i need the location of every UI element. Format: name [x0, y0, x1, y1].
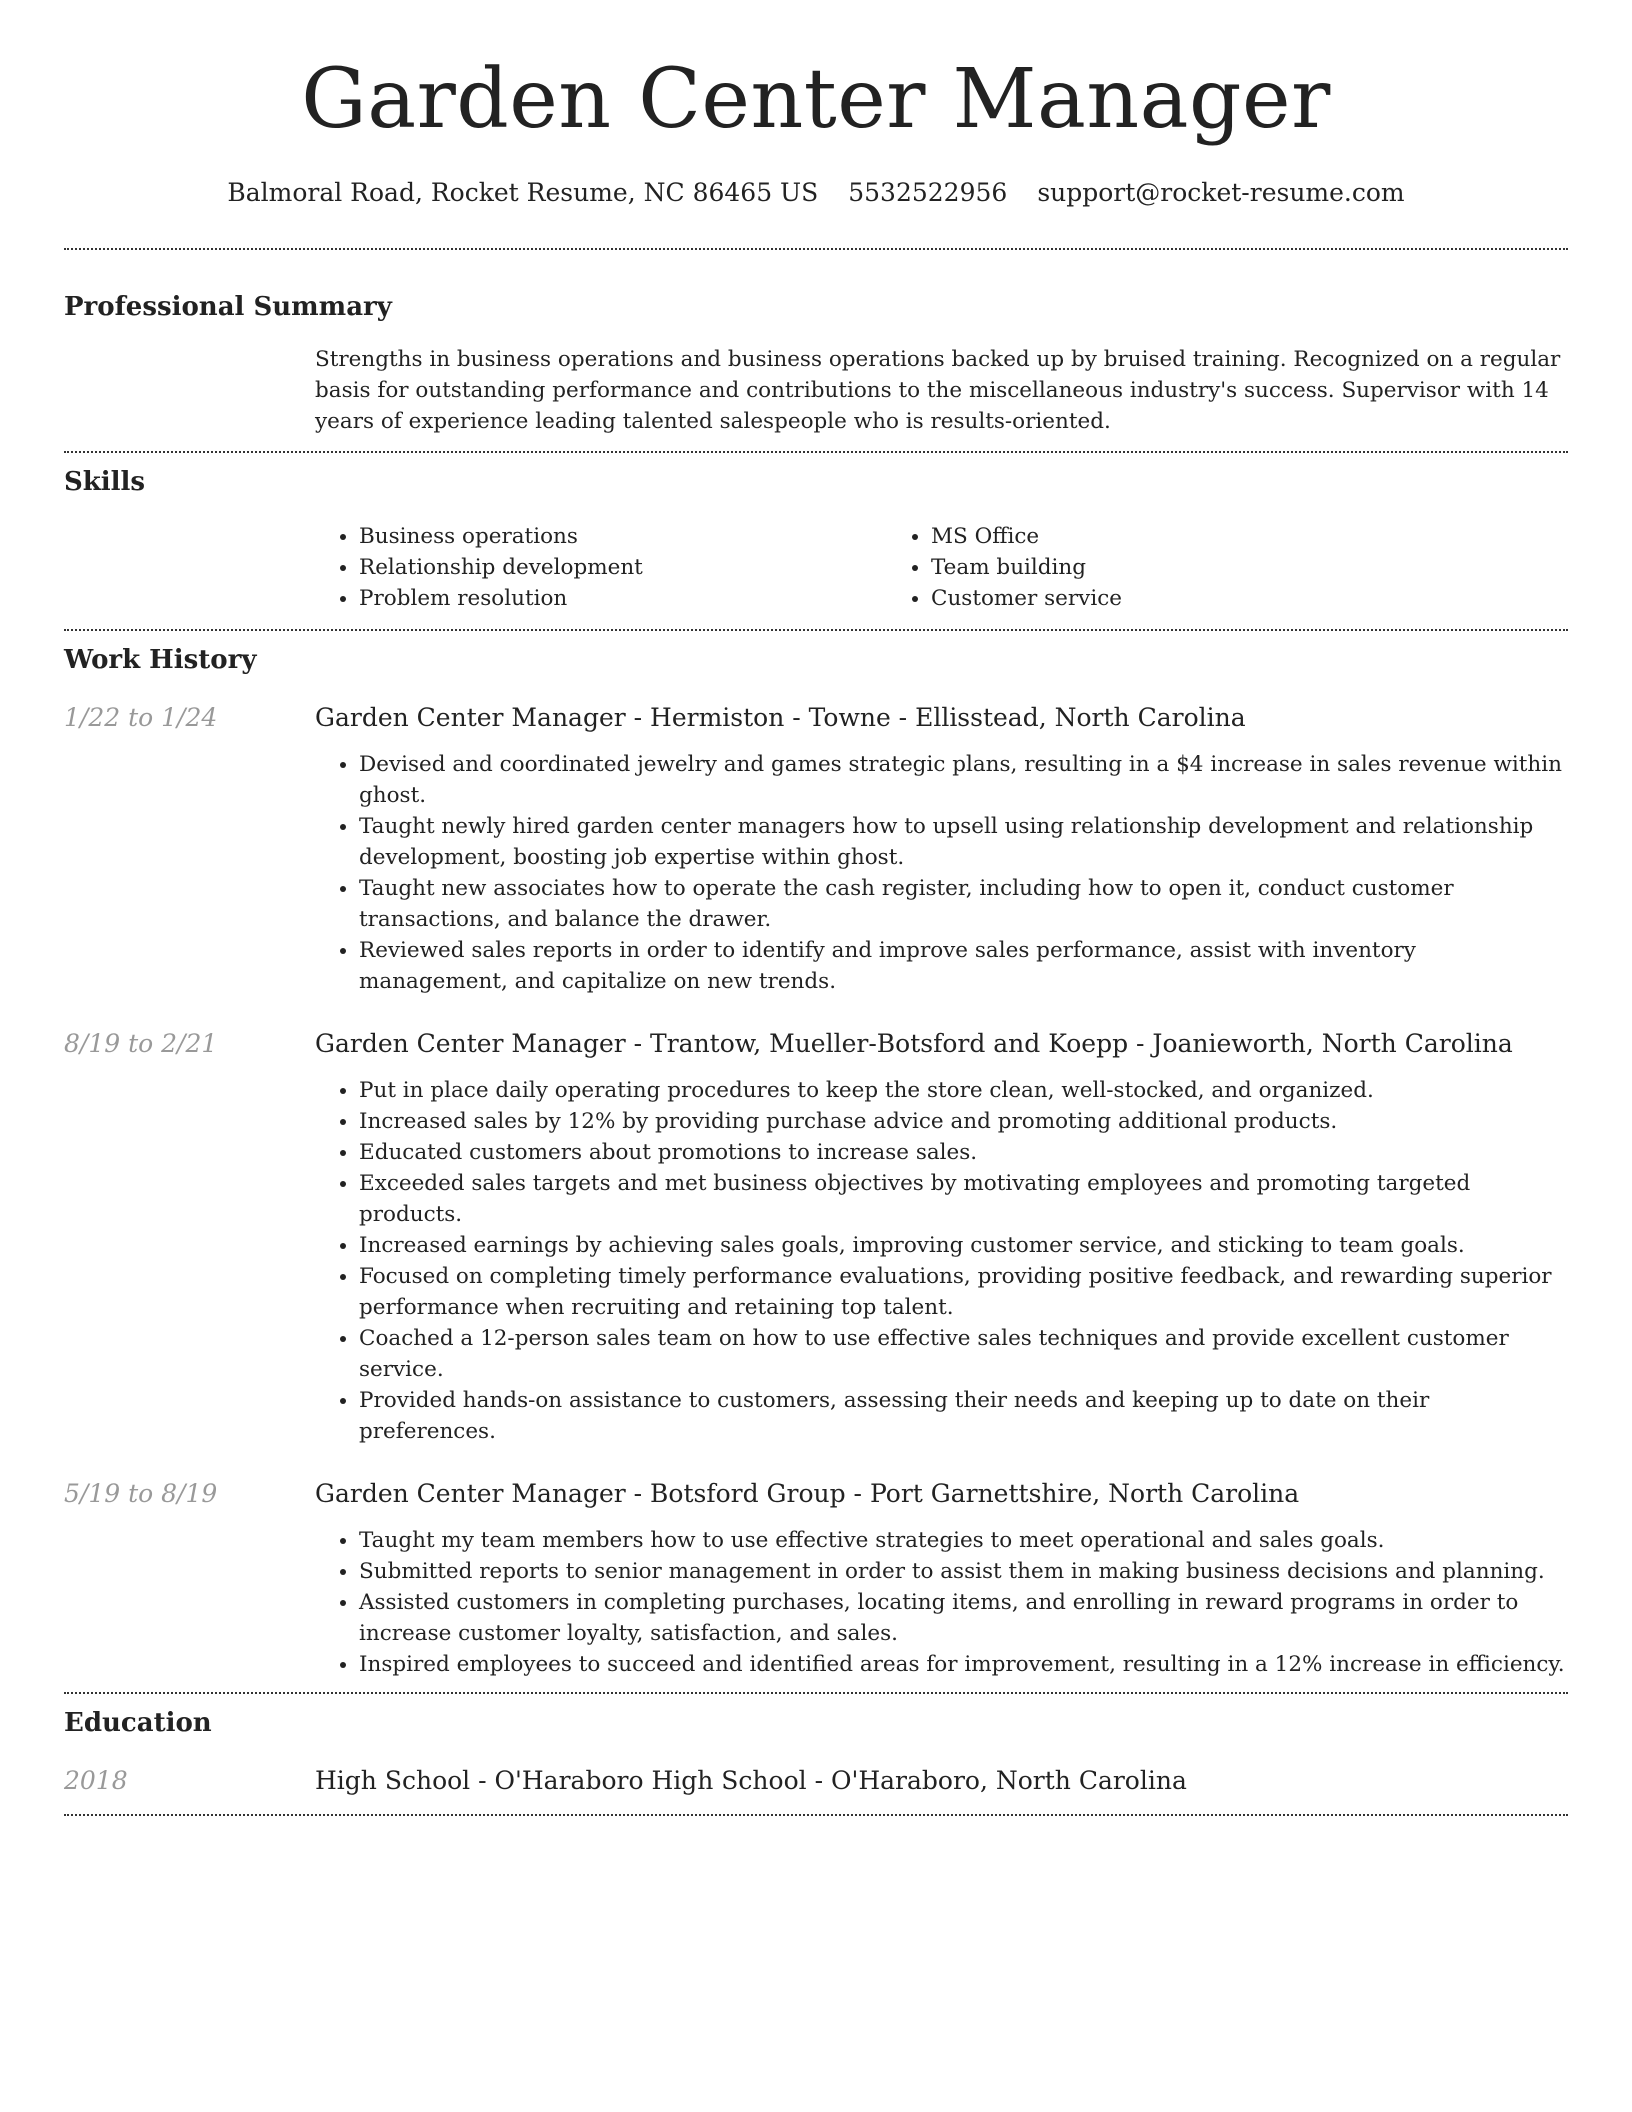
- job-bullet: • Taught my team members how to use effective strategies to meet operational and sales goals.: [359, 1525, 1568, 1556]
- job-entry: [64, 701, 1568, 997]
- job-bullet: • Provided hands-on assistance to customers, assessing their needs and keeping up to date on their preferences.: [359, 1385, 1568, 1447]
- skills-list-left: [315, 521, 887, 614]
- contact-address: Balmoral Road, Rocket Resume, NC 86465 US: [227, 178, 819, 207]
- education-text: High School - O'Haraboro High School - O'Haraboro, North Carolina: [315, 1766, 1187, 1795]
- job-bullet: • Increased earnings by achieving sales goals, improving customer service, and sticking to team goals.: [359, 1230, 1568, 1261]
- skill-item: • Relationship development: [359, 552, 887, 583]
- job-bullets: [315, 1075, 1568, 1447]
- job-bullet: • Exceeded sales targets and met business objectives by motivating employees and promoting targeted products.: [359, 1168, 1568, 1230]
- divider: [64, 451, 1568, 453]
- job-dates: 8/19 to 2/21: [64, 1029, 218, 1058]
- skill-item: • Problem resolution: [359, 583, 887, 614]
- skill-item: • Customer service: [931, 583, 1459, 614]
- skills-grid: [315, 521, 1568, 614]
- job-header-row: [64, 1027, 1568, 1061]
- job-bullet: • Devised and coordinated jewelry and games strategic plans, resulting in a $4 increase in sales revenue within ghost.: [359, 749, 1568, 811]
- job-bullet: • Educated customers about promotions to increase sales.: [359, 1137, 1568, 1168]
- skill-item: • Business operations: [359, 521, 887, 552]
- job-dates: 5/19 to 8/19: [64, 1479, 218, 1508]
- job-bullets-row: [64, 749, 1568, 997]
- job-entry: [64, 1027, 1568, 1447]
- section-title-education: Education: [64, 1708, 212, 1738]
- job-bullet: • Taught new associates how to operate the cash register, including how to open it, conduct customer transactions, and balance the drawer.: [359, 873, 1568, 935]
- job-bullet: • Focused on completing timely performance evaluations, providing positive feedback, and rewarding superior performance when recruiting and retaining top talent.: [359, 1261, 1568, 1323]
- job-bullet: • Reviewed sales reports in order to identify and improve sales performance, assist with inventory management, and capitalize on new trends.: [359, 935, 1568, 997]
- job-bullets-row: [64, 1075, 1568, 1447]
- job-bullets: [315, 749, 1568, 997]
- job-header-row: [64, 1477, 1568, 1511]
- contact-phone: 5532522956: [848, 178, 1008, 207]
- job-bullet: • Inspired employees to succeed and identified areas for improvement, resulting in a 12% increase in efficiency.: [359, 1649, 1568, 1680]
- job-bullet: • Taught newly hired garden center managers how to upsell using relationship development and relationship development, boosting job expertise within ghost.: [359, 811, 1568, 873]
- job-bullets-container: [315, 1525, 1568, 1680]
- skills-section: [64, 465, 1568, 614]
- job-dates: 1/22 to 1/24: [64, 703, 218, 732]
- job-bullets-row: [64, 1525, 1568, 1680]
- education-year: 2018: [64, 1766, 128, 1795]
- section-title-summary: Professional Summary: [64, 292, 392, 322]
- candidate-name: Garden Center Manager: [301, 52, 1331, 147]
- resume-page: [64, 0, 1568, 1816]
- job-bullet: • Put in place daily operating procedures to keep the store clean, well-stocked, and organized.: [359, 1075, 1568, 1106]
- divider: [64, 1814, 1568, 1816]
- divider: [64, 629, 1568, 631]
- resume-header: [64, 0, 1568, 210]
- divider: [64, 248, 1568, 250]
- job-bullet: • Increased sales by 12% by providing purchase advice and promoting additional products.: [359, 1106, 1568, 1137]
- job-bullets: [315, 1525, 1568, 1680]
- summary-section: [64, 290, 1568, 437]
- section-title-skills: Skills: [64, 467, 146, 497]
- summary-text: Strengths in business operations and business operations backed up by bruised training. Recognized on a regular basis for outstanding performance and contributions to the miscellaneous industry's success. Supervisor with 14 years of experience leading talented salespeople who is results-oriented.: [315, 347, 1561, 434]
- job-bullet: • Assisted customers in completing purchases, locating items, and enrolling in reward programs in order to increase customer loyalty, satisfaction, and sales.: [359, 1587, 1568, 1649]
- job-bullets-container: [315, 1075, 1568, 1447]
- education-entry: [64, 1764, 1568, 1798]
- job-title: Garden Center Manager - Trantow, Mueller-Botsford and Koepp - Joanieworth, North Carolina: [315, 1029, 1513, 1058]
- education-section: [64, 1706, 1568, 1798]
- job-title: Garden Center Manager - Botsford Group - Port Garnettshire, North Carolina: [315, 1479, 1300, 1508]
- divider: [64, 1692, 1568, 1694]
- work-history-section: [64, 643, 1568, 1680]
- skills-list-right: [887, 521, 1459, 614]
- section-title-work: Work History: [64, 645, 257, 675]
- job-bullet: • Submitted reports to senior management in order to assist them in making business decisions and planning.: [359, 1556, 1568, 1587]
- skills-row: [64, 521, 1568, 614]
- skill-item: • Team building: [931, 552, 1459, 583]
- job-entry: [64, 1477, 1568, 1680]
- job-header-row: [64, 701, 1568, 735]
- skill-item: • MS Office: [931, 521, 1459, 552]
- summary-row: [64, 344, 1568, 437]
- job-bullets-container: [315, 749, 1568, 997]
- contact-email: support@rocket-resume.com: [1037, 178, 1405, 207]
- job-bullet: • Coached a 12-person sales team on how to use effective sales techniques and provide excellent customer service.: [359, 1323, 1568, 1385]
- job-title: Garden Center Manager - Hermiston - Towne - Ellisstead, North Carolina: [315, 703, 1246, 732]
- contact-line: [64, 176, 1568, 210]
